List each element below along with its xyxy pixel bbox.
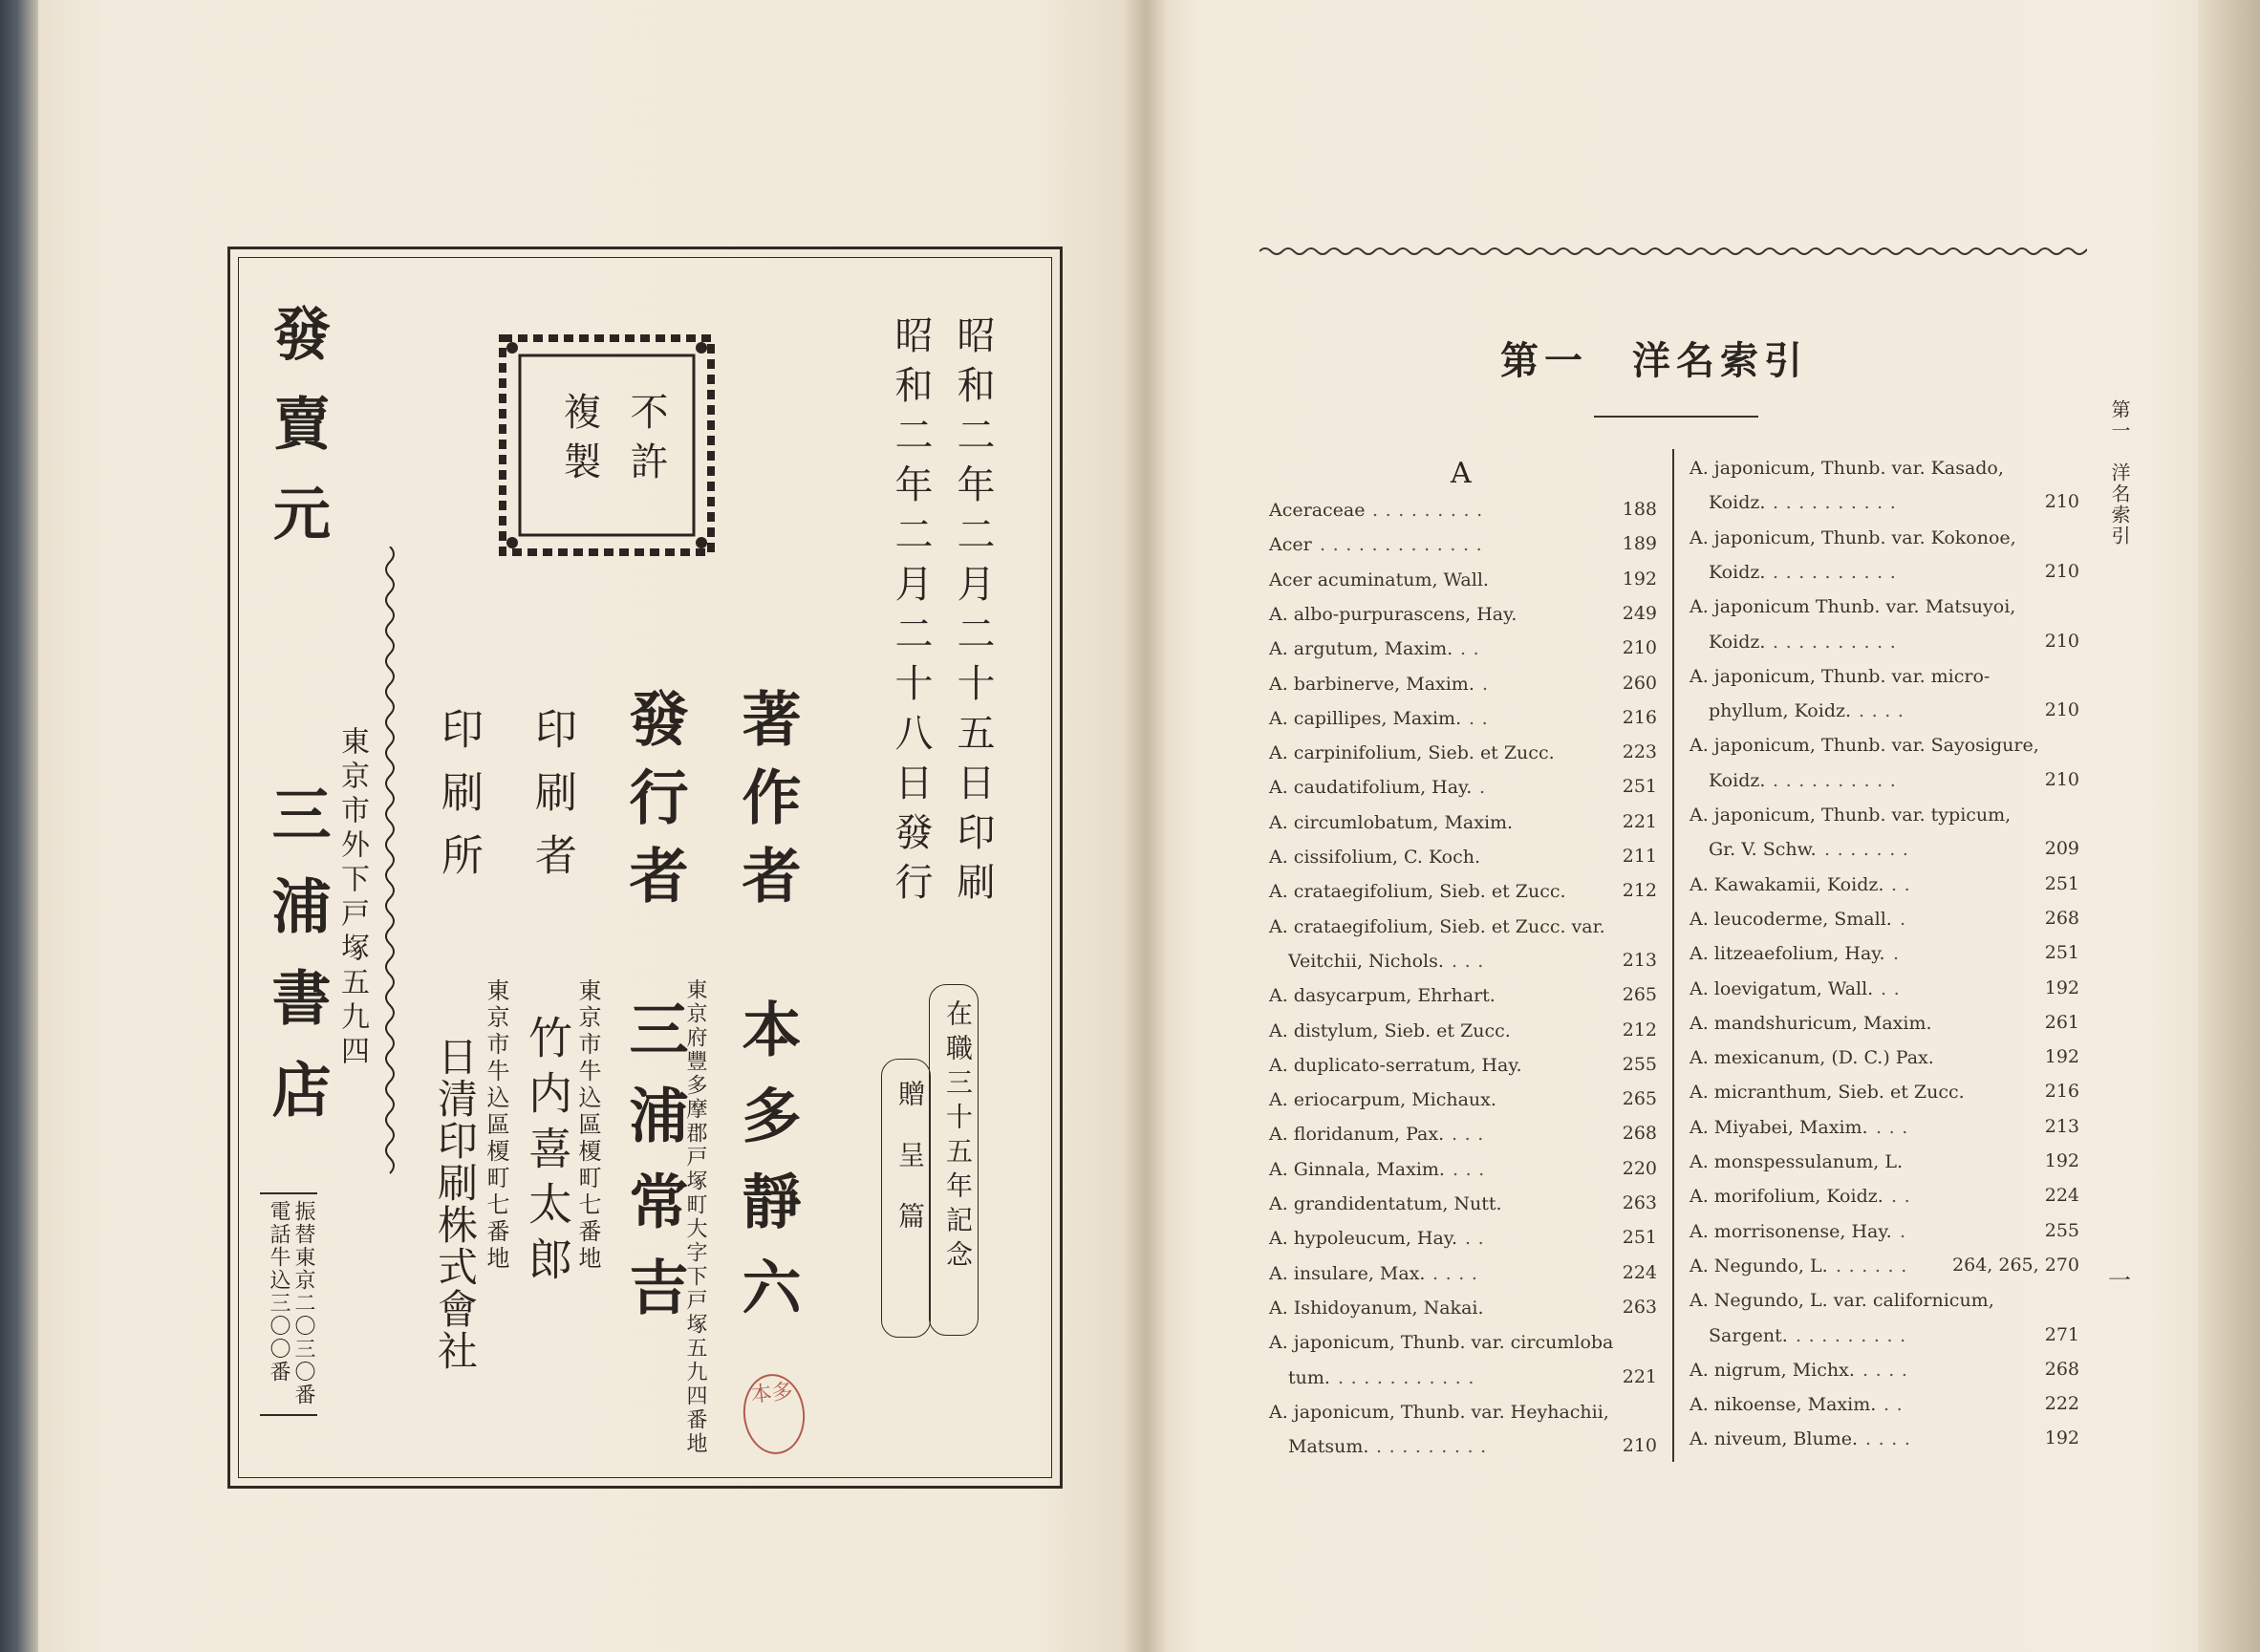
left-entry-name: A. eriocarpum, Michaux. — [1269, 1089, 1496, 1111]
left-entry-page: 212 — [1622, 880, 1657, 902]
right-entry-name: A. morrisonense, Hay. — [1690, 1220, 1892, 1242]
left-entry-name: Aceraceae — [1269, 500, 1366, 521]
right-entry-name: A. niveum, Blume. — [1690, 1428, 1859, 1450]
right-entry-name: A. nigrum, Michx. — [1690, 1359, 1855, 1381]
right-entry-leader: .......... — [1773, 769, 1904, 791]
left-entry-name: A. grandidentatum, Nutt. — [1269, 1193, 1502, 1214]
author-name: 本多靜六 — [732, 998, 802, 1342]
publisher-name: 三浦常吉 — [619, 998, 689, 1342]
right-entry-leader: .......... — [1773, 561, 1904, 583]
seller-label: 發賣元 — [264, 304, 331, 573]
right-entry-page: 216 — [2044, 1081, 2079, 1103]
right-entry-name: Sargent. — [1709, 1324, 1788, 1346]
right-entry-name: A. japonicum, Thunb. var. Kokonoe, — [1690, 526, 2016, 548]
right-entry-page: 224 — [2044, 1185, 2079, 1207]
book-gutter — [1124, 0, 1168, 1652]
left-entry-name: A. japonicum, Thunb. var. circumloba — [1269, 1332, 1614, 1354]
left-entry-leader: .. — [1469, 707, 1496, 729]
stamp-text-reproduction: 複製 — [557, 392, 601, 491]
right-entry-name: A. japonicum, Thunb. var. micro- — [1690, 665, 1991, 687]
right-entry-name: A. mexicanum, (D. C.) Pax. — [1690, 1047, 1934, 1069]
right-entry-name: A. mandshuricum, Maxim. — [1690, 1012, 1932, 1034]
left-entry-page: 255 — [1622, 1053, 1657, 1075]
left-entry-page: 192 — [1622, 568, 1657, 590]
right-entry-leader: .. — [1891, 1186, 1918, 1208]
right-entry-page: 264, 265, 270 — [1952, 1254, 2079, 1276]
left-entry-leader: .... — [1432, 1262, 1485, 1284]
right-entry-name: A. nikoense, Maxim. — [1690, 1394, 1877, 1416]
left-entry-page: 260 — [1622, 672, 1657, 694]
right-entry-page: 192 — [2044, 1427, 2079, 1449]
right-entry-name: A. Negundo, L. — [1690, 1255, 1828, 1277]
left-entry-name: A. floridanum, Pax. — [1269, 1124, 1445, 1146]
right-entry-name: Koidz. — [1709, 561, 1766, 583]
right-entry-page: 209 — [2044, 838, 2079, 860]
left-entry-name: Veitchii, Nichols. — [1288, 950, 1444, 972]
left-entry-leader: .. — [1465, 1228, 1492, 1250]
left-entry-name: A. carpinifolium, Sieb. et Zucc. — [1269, 742, 1555, 764]
left-entry-name: A. albo-purpurascens, Hay. — [1269, 603, 1517, 625]
print-date: 昭和二年二月二十五日印刷 — [951, 315, 995, 912]
left-entry-name: A. distylum, Sieb. et Zucc. — [1269, 1019, 1511, 1041]
left-entry-leader: ... — [1452, 1124, 1491, 1146]
left-entry-name: A. crataegifolium, Sieb. et Zucc. var. — [1269, 915, 1605, 937]
page-edges — [2198, 0, 2260, 1652]
left-entry-name: Acer — [1269, 534, 1312, 556]
left-entry-page: 211 — [1622, 846, 1657, 867]
left-entry-page: 216 — [1622, 706, 1657, 728]
title-underline — [1594, 416, 1758, 418]
left-entry-name: A. hypoleucum, Hay. — [1269, 1228, 1458, 1250]
publisher-label: 發行者 — [619, 688, 689, 923]
left-entry-name: A. circumlobatum, Maxim. — [1269, 811, 1514, 833]
left-entry-name: A. Ishidoyanum, Nakai. — [1269, 1297, 1484, 1319]
right-entry-leader: .. — [1881, 977, 1907, 999]
left-entry-name: A. argutum, Maxim. — [1269, 638, 1453, 660]
right-entry-name: Gr. V. Schw. — [1709, 839, 1817, 861]
right-entry-page: 210 — [2044, 768, 2079, 790]
right-entry-page: 271 — [2044, 1323, 2079, 1345]
left-entry-name: A. crataegifolium, Sieb. et Zucc. — [1269, 881, 1566, 903]
left-entry-name: A. duplicato-serratum, Hay. — [1269, 1054, 1522, 1076]
left-entry-page: 224 — [1622, 1261, 1657, 1283]
left-entry-page: 210 — [1622, 637, 1657, 659]
left-entry-name: A. cissifolium, C. Koch. — [1269, 847, 1481, 868]
left-entry-leader: ... — [1452, 950, 1491, 972]
printshop-address: 東京市牛込區榎町七番地 — [483, 978, 509, 1273]
right-entry-name: A. monspessulanum, L. — [1690, 1151, 1904, 1172]
telephone: 電話牛込三〇〇番 — [267, 1200, 291, 1384]
right-entry-page: 251 — [2044, 942, 2079, 964]
printshop-label: 印刷所 — [434, 707, 483, 896]
left-entry-page: 263 — [1622, 1192, 1657, 1213]
right-entry-page: 192 — [2044, 1046, 2079, 1068]
printshop-name: 日清印刷株式會社 — [432, 1036, 479, 1372]
copyright-stamp-ornament — [499, 334, 715, 556]
right-entry-name: A. japonicum, Thunb. var. typicum, — [1690, 805, 2012, 826]
left-entry-page: 251 — [1622, 1227, 1657, 1249]
left-entry-name: A. japonicum, Thunb. var. Heyhachii, — [1269, 1401, 1609, 1423]
left-entry-name: A. caudatifolium, Hay. — [1269, 777, 1473, 799]
right-entry-leader: ...... — [1836, 1255, 1914, 1277]
left-entry-name: A. capillipes, Maxim. — [1269, 707, 1462, 729]
right-entry-leader: .......... — [1773, 631, 1904, 653]
printer-address: 東京市牛込區榎町七番地 — [574, 978, 601, 1273]
right-entry-name: A. japonicum, Thunb. var. Sayosigure, — [1690, 735, 2039, 757]
left-entry-page: 223 — [1622, 741, 1657, 763]
seller-address: 東京市外下戸塚五九四 — [335, 726, 369, 1070]
right-entry-name: Koidz. — [1709, 492, 1766, 514]
right-entry-name: A. Kawakamii, Koidz. — [1690, 873, 1884, 895]
right-entry-leader: .. — [1883, 1394, 1910, 1416]
left-entry-leader: . — [1479, 777, 1493, 799]
left-entry-name: Matsum. — [1288, 1436, 1369, 1458]
index-title: 第一 洋名索引 — [1500, 338, 1808, 383]
left-entry-leader: ......... — [1372, 500, 1490, 521]
left-entry-leader: ... — [1453, 1158, 1492, 1180]
right-entry-leader: ... — [1876, 1116, 1915, 1138]
left-entry-page: 249 — [1622, 602, 1657, 624]
header-wavy-rule — [1259, 245, 2087, 258]
transfer-account: 振替東京二〇三〇番 — [291, 1200, 315, 1406]
author-seal: 本多 — [740, 1371, 808, 1457]
book-cover-edge — [0, 0, 38, 1652]
right-entry-page: 268 — [2044, 1358, 2079, 1380]
right-entry-name: A. loevigatum, Wall. — [1690, 977, 1874, 999]
printer-name: 竹内喜太郎 — [522, 1015, 573, 1292]
left-entry-page: 221 — [1622, 810, 1657, 832]
right-entry-page: 213 — [2044, 1115, 2079, 1137]
left-entry-page: 221 — [1622, 1365, 1657, 1387]
right-entry-leader: . — [1900, 1220, 1913, 1242]
gift-text: 贈呈篇 — [894, 1080, 926, 1263]
vertical-wavy-divider — [380, 547, 399, 1177]
right-entry-name: A. micranthum, Sieb. et Zucc. — [1690, 1082, 1965, 1104]
author-label: 著作者 — [732, 688, 802, 923]
left-entry-page: 220 — [1622, 1157, 1657, 1179]
left-entry-leader: ............. — [1320, 534, 1490, 556]
left-entry-page: 213 — [1622, 949, 1657, 971]
right-entry-page: 268 — [2044, 907, 2079, 929]
right-entry-leader: .... — [1859, 700, 1911, 722]
left-entry-page: 210 — [1622, 1435, 1657, 1457]
left-entry-name: A. insulare, Max. — [1269, 1262, 1426, 1284]
left-entry-page: 265 — [1622, 984, 1657, 1006]
right-entry-name: phyllum, Koidz. — [1709, 700, 1852, 722]
right-entry-name: A. litzeaefolium, Hay. — [1690, 943, 1885, 965]
publisher-address: 東京府豐多摩郡戸塚町大字下戸塚五九四番地 — [683, 978, 707, 1456]
left-entry-page: 189 — [1622, 533, 1657, 555]
right-entry-page: 210 — [2044, 630, 2079, 652]
right-entry-leader: .... — [1865, 1428, 1918, 1450]
right-entry-name: A. Miyabei, Maxim. — [1690, 1116, 1868, 1138]
left-entry-name: A. dasycarpum, Ehrhart. — [1269, 985, 1496, 1007]
column-divider — [1672, 449, 1674, 1462]
printer-label: 印刷者 — [527, 707, 576, 896]
left-entry-page: 263 — [1622, 1296, 1657, 1318]
right-entry-name: A. japonicum, Thunb. var. Kasado, — [1690, 458, 2004, 479]
right-entry-name: Koidz. — [1709, 631, 1766, 653]
right-entry-page: 255 — [2044, 1219, 2079, 1241]
right-entry-name: A. morifolium, Koidz. — [1690, 1186, 1883, 1208]
right-entry-leader: . — [1893, 943, 1906, 965]
right-entry-name: A. leucoderme, Small. — [1690, 908, 1892, 930]
right-entry-leader: .......... — [1773, 492, 1904, 514]
left-entry-name: Acer acuminatum, Wall. — [1269, 569, 1489, 590]
right-entry-leader: .. — [1891, 873, 1918, 895]
right-entry-leader: ....... — [1824, 839, 1916, 861]
left-entry-leader: .. — [1460, 638, 1487, 660]
left-entry-page: 251 — [1622, 776, 1657, 798]
right-entry-page: 261 — [2044, 1011, 2079, 1033]
seller-name: 三浦書店 — [262, 783, 332, 1150]
left-entry-page: 188 — [1622, 499, 1657, 520]
stamp-text-not-permitted: 不許 — [624, 392, 668, 491]
right-entry-page: 210 — [2044, 491, 2079, 513]
left-entry-leader: ........... — [1338, 1366, 1482, 1388]
left-entry-name: tum. — [1288, 1366, 1330, 1388]
right-entry-page: 192 — [2044, 1150, 2079, 1171]
right-entry-leader: .... — [1862, 1359, 1915, 1381]
section-letter: A — [1451, 457, 1472, 490]
running-header: 第一 洋名索引 — [2108, 399, 2131, 547]
right-entry-name: A. japonicum Thunb. var. Matsuyoi, — [1690, 596, 2016, 618]
right-entry-leader: ......... — [1796, 1324, 1913, 1346]
left-entry-page: 212 — [1622, 1019, 1657, 1041]
right-entry-name: A. Negundo, L. var. californicum, — [1690, 1290, 1994, 1312]
issue-date: 昭和二年二月二十八日發行 — [889, 315, 933, 912]
right-entry-page: 210 — [2044, 699, 2079, 721]
right-entry-name: Koidz. — [1709, 769, 1766, 791]
left-entry-name: A. Ginnala, Maxim. — [1269, 1158, 1445, 1180]
right-entry-page: 210 — [2044, 560, 2079, 582]
left-entry-leader: ......... — [1376, 1436, 1494, 1458]
page-number: 一 — [2108, 1267, 2131, 1294]
right-entry-leader: . — [1900, 908, 1913, 930]
right-entry-page: 222 — [2044, 1393, 2079, 1415]
left-entry-page: 265 — [1622, 1088, 1657, 1110]
commemoration-text: 在職三十五年記念 — [942, 999, 974, 1275]
right-entry-page: 251 — [2044, 872, 2079, 894]
left-entry-name: A. barbinerve, Maxim. — [1269, 673, 1474, 695]
left-entry-leader: . — [1482, 673, 1496, 695]
left-entry-page: 268 — [1622, 1123, 1657, 1145]
right-entry-page: 192 — [2044, 976, 2079, 998]
